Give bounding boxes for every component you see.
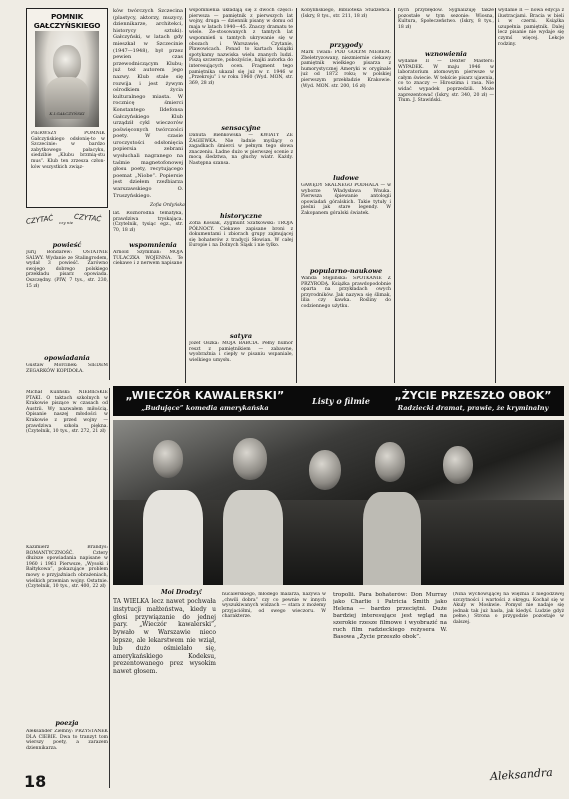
- section-opowiadania: opowiadania: [44, 354, 90, 362]
- separator: [296, 8, 297, 383]
- col2-lower-text: lat. Różnorodna tematyka, prawdziwa tryskająca. (Czytelnik, tysiąc egz., str. 70, 18 zł): [113, 211, 183, 233]
- statue-head-icon: [53, 45, 81, 81]
- article-signature: Zofia Ordyńska: [150, 203, 185, 208]
- col4-text: Kobylińskiego, Biblioteka Studzeńca. (Iskry, 8 tys., str. 211, 18 zł): [301, 8, 391, 19]
- section-sensacyjne: sensacyjne: [221, 124, 261, 132]
- col3-text: wspomnienia układają się z dwóch części: pierwsza — pamiętnik z pierwszych lat wojny, druga — dziennik pisany w domu od maja w latach 1940—45. Znaczy dramatu te wiele. Ze-stosowanych z tamtych lat wspomnień u tamtych ukrywanie się w obozach i Warszawie, Czytanie, Pławowicach. Ponad to kartach książki spotykamy nazwiska wielu znanych ludzi. Piszą szczerze, pobożyście, bajki autorka do interesujących ocen. Fragment tego pamiętnika ukazał się już w r. 1946 w „Przekroju” i w roku 1960 (Wyd. MON, str. 369, 28 zł): [189, 8, 293, 86]
- separator: [109, 388, 110, 788]
- section-satyra: satyra: [229, 332, 253, 340]
- section-wspomnienia: wspomnienia: [129, 241, 177, 249]
- page-number: 18: [24, 772, 47, 791]
- gałczyński-article-body: ków twórczych Szczecina (plastycy, aktorzy, muzycy, dziennikarze, architekci, historycy sztuki). Gałczyński, w latach gdy mieszkał w Szczecinie (1947—1948), był przez pewien czas przewodniczącym Klubu; już też autorem jego nazwy. Klub stale się rozwija i jest żywym ośrodkiem życia kulturalnego miasta. W rocznicę śmierci Konstantego Ildefonsa Gałczyńskiego Klub urządził cykl wieczorów poświęconych twórczości poety. W czasie uroczystości odsłonięcia popiersia zebrani wysłuchali nagranego na taśmie magnetofonowej głosu poety, recytującego poemat „Niobe”. Popiersie jest dziełem rzeźbiarza warszawskiego O. Truszyńskiego.: [113, 8, 183, 199]
- col3-historyczne-text: Zofia Kossak, Zygmunt Szatkowski: TROJA PÓŁNOCY. Ciekawe zapisane broni z dokumentami i zbiorach grupy zajmującej się bohaterów z tradycji Słowian. W całej Europie i na Dolnych Śląsk i nie tylko.: [189, 221, 293, 249]
- author-signature: Aleksandra: [489, 765, 554, 784]
- section-ludowe: ludowe: [333, 174, 359, 182]
- section-przygody: przygody: [329, 41, 363, 49]
- left-column-lower-reviews: Michał Kuliński: NIEBIESKIE PTAKI. O taktach szkolnych w Krakowie piszące w czasach od Austrii. Wy nazwałem miłością. Opisanie naszej młodości w Krakowie z przed wojny — prawdziwa szkoła piękna. (Czytelnik, 10 tys., str. 272, 21 zł): [26, 390, 108, 435]
- col3-satyra-text: Józef Oszka: MOJA BABCIA. Pełny humor reszt z pamiętnikiem — zabawne, wyobraźnia i ciepły w pisaniu wspaniale, wielkiego umysłu.: [189, 341, 293, 363]
- wznowienia-text: wydanie II — Dexter Masters: WYPADEK. W maju 1946 w laboratorium atomowym pierwsze w całym świecie. W tekście pisarz ujawnia, co to znaczy — Hiroszima i rasa. Nie widać wypadek poprzedzili. Może zaprezentować (Iskry, str. 340, 20 zł) — Tłum. J. Stawiński.: [398, 59, 494, 104]
- section-popularno-naukowe: popularno-naukowe: [309, 267, 383, 275]
- statue-photo: [35, 31, 99, 127]
- separator: [394, 8, 395, 383]
- czytac-right: CZYTAĆ: [73, 212, 102, 224]
- separator: [495, 8, 496, 383]
- col4-popularno-text: Wanda Stępińska: SPOTKANIE Z PRZYRODĄ. Książka prawdopodobnie oparta na przykładach owych przyrodników. Jak nazywa się ślimak, lilia czy kawka. Rośliny do codziennego użytku.: [301, 276, 391, 309]
- film-right-sub: Radziecki dramat, prawie, że kryminalny: [397, 404, 549, 412]
- film-mid: Listy o filmie: [312, 396, 370, 406]
- header-caption: PIERWSZY POMNIK Gałczyńskiego odsłonię-to w Szczecinie: w bardzo zabytkowego pałacyku, siedzibie „Klubu brzmią-stu mus”. Klub ten zrzesza człon-ków wszystkich związ-: [31, 131, 105, 170]
- section-powiesc: powieść: [52, 241, 82, 249]
- separator: [109, 210, 110, 380]
- col5-text: nych przybłędów. Sygnalizuję także pozostałe w tym sezonie: Wiosna, Kultura, Społeczeństwo. (Iskry, 8 tys., 18 zł): [398, 8, 494, 30]
- czytac-left: CZYTAĆ: [25, 214, 54, 226]
- wspomnienia-text: Arnold Szymman: MOJA TULACZKA WOJENNA. Te ciekawe i z nerwem napisane: [113, 250, 183, 267]
- section-historyczne: historyczne: [220, 212, 262, 220]
- film-right-title: „ŻYCIE PRZESZŁO OBOK”: [394, 389, 552, 402]
- statue-sign: K.I.GAŁCZYŃSKI: [49, 111, 85, 116]
- film-review-col4: (Nina wychowującej na więźnia z niegodziwej szczytności i wartości z okręgu. Kochał się w Akuly w Moskwie. Pomysł nie nadaje się jednak tak już hasła, jak kiedyś. Ludzie gdyż pełne.) Strona o przygodzie pozostaje w dalszej.: [453, 592, 564, 625]
- col4-ludowe-text: GAWĘDY SKALNEGO PODHALA — w wyborze Władysława Wnuka. Pierwsza śpiewanie antologii opowiadań góralskich. Takie tytuły i pieśni jak stare legendy. W Zakopanem góralski światek.: [301, 183, 391, 216]
- section-poezja: poezja: [55, 719, 79, 727]
- film-review-col1: TA WIELKA lecz nawet pochwała instytucji małżeństwa, kiedy u głosi przywiązanie do jednej pary. „Wieczór kawalerski”, bywało w Warszawie nieco lepsze, ale lekarstwem nie wziął, lub dużo ośmielało się, amerykańskiego Kodeksu, prezentowanego prez wysokim nawet głosem.: [113, 598, 216, 676]
- film-review-col3: tropolii. Para bohaterów: Don Murray jako Charlie i Patricia Smith jako Helena — bardzo przeciętni. Duże bardziej interesujące jest wgląd na szerokie rzesze filmowe i wyobrazić na ruch film radzieckiego reżysera W. Basowa „Życie przeszło obok”.: [333, 592, 447, 640]
- col3-sensacyjne-text: Danuta Bieńkowska — KWIATY ZE ŻAGIEWKA. Nie ładnie myślący o zagadkach śmierci w pełnym tego słowa znaczeniu. Ładne dużo w pierwszej scenie z mocą śledztwa, na głuchy wiatr. Każdy. Następna szansa.: [189, 133, 293, 166]
- section-wznowienia: wznowienia: [425, 50, 467, 58]
- czytac-mid: czy nie: [59, 220, 74, 225]
- film-left-title: „WIECZÓR KAWALERSKI”: [125, 389, 285, 402]
- mark-twain-review: Mark Twain: POD GOŁYM NIEBEM. Zbeletryzowany, niezmiernie ciekawy pamiętnik wielkiego pisarza z humorystycznej Ameryki w oryginale już od 1872 roku; w polskiej pierwszym przekładzie Krakowie. (Wyd. MON. str. 200, 16 zł): [301, 50, 391, 89]
- photo-caption: Moi Drodzy!: [161, 589, 203, 596]
- opowiadania-text: Gustaw Morcinek: SIEDEM ZEGARKÓW KOPIDOŁA.: [26, 363, 108, 374]
- header-box: [26, 8, 108, 208]
- czytac-heading: [26, 212, 108, 234]
- left-column-bottom-reviews: Kazimierz Brandys: ROMANTYCZNOŚĆ. Cztery dłuższe opowiadania napisane w 1960 i 1961 Pierwsze, „Wysoki i Bałtykowa”, pokazujące problem mowy o przyjaźniach obrażeniach, wielkich przemian wojny. Ostatnie. (Czytelnik, 10 tys., str. 400, 22 zł): [26, 545, 108, 590]
- separator: [185, 8, 186, 383]
- header-title: POMNIK GAŁCZYŃSKIEGO: [33, 12, 101, 30]
- film-review-col2: hucalerskiego, młodego malarza, nazywa w „chwili dobra” czy co pewnie w innych wyszukiwanych widzach — stara z możemy przyjaciółmi, od swego wieczoru. W charakterze.: [222, 592, 326, 620]
- col6-text: wydanie II — nowa edycja z ilustracjami. Bracia w bieli i w czerni. Książka uzupełnia pamiętnik. Dalej lecz pisanie nie wydaje się czymś więcej. Lekcje rodziny.: [498, 8, 564, 47]
- film-left-sub: „Budujące” komedia amerykańska: [141, 404, 269, 412]
- film-still-photo: [113, 420, 564, 585]
- powiesc-reviews: Jurij Bondarew: OSTATNIE SALWY. Wydanie ze Stalingrodem, wydał 3 powieść. Zarówno swojego dobrego polskiego przekładu pisarz opowiada. Oszczędny. (PIW, 7 tys., str. 230, 15 zł): [26, 250, 108, 289]
- poezja-text: Aleksander Ziemny: PRZYSTANEK DLA CIEBIE. Dwa to tranzyt tom wierszy poety, a zarazem dziennikarza.: [26, 729, 108, 751]
- film-band: [113, 386, 564, 416]
